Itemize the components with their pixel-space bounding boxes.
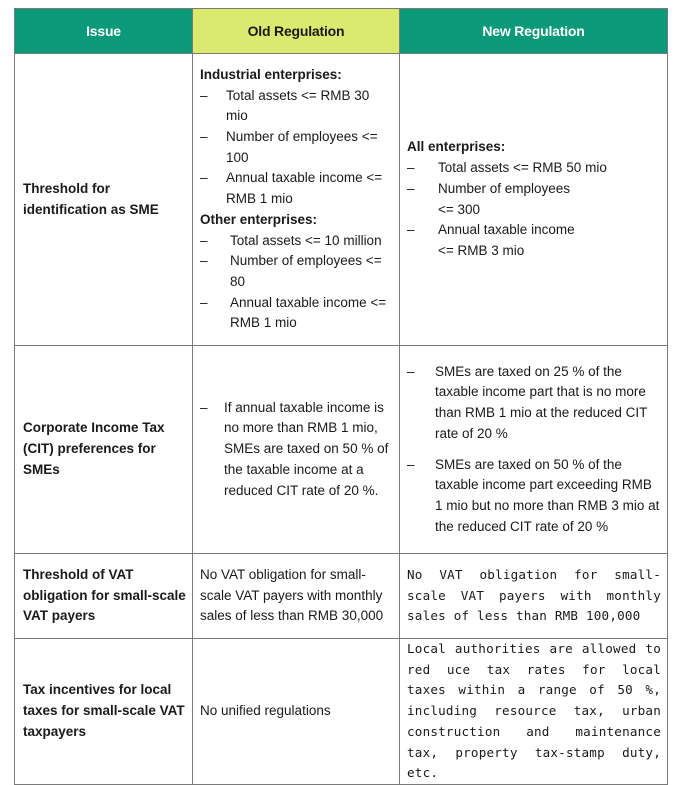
header-new-regulation: New Regulation: [400, 9, 668, 54]
issue-cell: Tax incentives for local taxes for small-scale VAT taxpayers: [15, 639, 193, 785]
table-row-vat-threshold: [15, 554, 668, 639]
group-heading: Industrial enterprises:: [200, 66, 342, 82]
table-row-cit-preferences: [15, 346, 668, 554]
header-old-regulation: Old Regulation: [193, 9, 400, 54]
old-regulation-cell: [193, 346, 400, 554]
bullet-item: – Total assets <= RMB 30 mio: [200, 87, 370, 124]
bullet-item: – Number of employees <= 100: [200, 129, 378, 165]
old-regulation-cell: No unified regulations: [193, 639, 400, 785]
bullet-item: – SMEs are taxed on 25 % of the taxable income part that is no more than RMB 1 mio at the reduced CIT rate of 20 %: [407, 363, 648, 441]
table-row-sme-threshold: [15, 54, 668, 346]
issue-cell: Corporate Income Tax (CIT) preferences for SMEs: [15, 346, 193, 554]
old-regulation-cell: [193, 54, 400, 346]
header-row: [15, 9, 668, 54]
bullet-item: – Annual taxable income <= RMB 1 mio: [200, 294, 387, 331]
header-issue: Issue: [15, 9, 193, 54]
group-heading: Other enterprises:: [200, 211, 318, 227]
new-regulation-cell: [400, 346, 668, 554]
bullet-item: – Total assets <= 10 million: [200, 232, 382, 248]
group-heading: All enterprises:: [407, 139, 506, 155]
new-regulation-cell: No VAT obligation for small-scale VAT payers with monthly sales of less than RMB 100,000: [400, 554, 668, 639]
table-row-local-taxes: [15, 639, 668, 785]
bullet-item: – Number of employees <= 300: [407, 180, 571, 217]
bullet-item: – Annual taxable income <= RMB 1 mio: [200, 170, 383, 207]
bullet-item: – Number of employees <= 80: [200, 253, 382, 289]
new-regulation-cell: [400, 54, 668, 346]
regulation-comparison-table: [14, 8, 668, 785]
bullet-item: – Annual taxable income <= RMB 3 mio: [407, 222, 575, 258]
issue-cell: Threshold of VAT obligation for small-scale VAT payers: [15, 554, 193, 639]
bullet-item: – SMEs are taxed on 50 % of the taxable income part exceeding RMB 1 mio but no more than RMB 3 mio at the reduced CIT rate of 20 %: [407, 456, 660, 534]
new-regulation-cell: Local authorities are allowed to red uce tax rates for local taxes within a range of 50 %, including resource tax, urban construction and maintenance tax, property tax-stamp duty, etc.: [400, 639, 668, 785]
issue-cell: Threshold for identification as SME: [15, 54, 193, 346]
bullet-item: – If annual taxable income is no more than RMB 1 mio, SMEs are taxed on 50 % of the taxable income at a reduced CIT rate of 20 %.: [200, 399, 389, 498]
old-regulation-cell: No VAT obligation for small-scale VAT payers with monthly sales of less than RMB 30,000: [193, 554, 400, 639]
bullet-item: – Total assets <= RMB 50 mio: [407, 160, 607, 176]
